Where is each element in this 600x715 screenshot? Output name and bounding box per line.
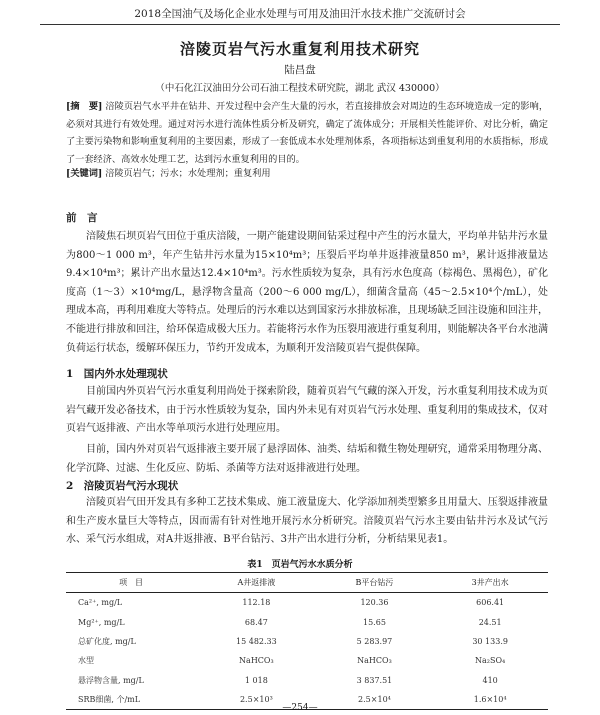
table-caption: 表1 页岩气污水水质分析 [247, 560, 353, 570]
table-cell: 2.5×10³ [196, 690, 317, 710]
section1-heading: 1 国内外水处理现状 [66, 368, 168, 380]
paper-title: 涪陵页岩气污水重复利用技术研究 [179, 40, 420, 58]
table-cell: 15.65 [363, 617, 386, 627]
table-cell: 112.18 [242, 598, 271, 608]
table-row [66, 612, 548, 631]
author: 陆昌盘 [284, 64, 316, 76]
section1-paragraph-1: 目前国内外页岩气污水重复利用尚处于探索阶段，随着页岩气气藏的深入开发，污水重复利用技术成为页岩气藏开发必备技术，由于污水性质较为复杂，国内外未见有对页岩气污水处理、重复利用的集成技术，仅对页岩气返排液、产出水等单项污水进行处理应用。 [66, 386, 548, 435]
abstract [66, 98, 548, 168]
table-cell: SRB细菌, 个/mL [66, 690, 196, 710]
table-row [66, 593, 548, 613]
table-row [66, 671, 548, 690]
table-cell: 120.36 [360, 598, 389, 608]
table-cell: 606.41 [476, 598, 505, 608]
table-cell: 总矿化度, mg/L [78, 636, 136, 646]
table-cell: 68.47 [244, 617, 268, 627]
keywords-label: [关键词] [66, 168, 103, 179]
table-cell: 水型 [78, 656, 94, 666]
table-cell: 24.51 [478, 617, 502, 627]
running-header: 2018全国油气及场化企业水处理与可用及油田汗水技术推广交流研讨会 [40, 6, 560, 25]
section2-paragraph-1: 涪陵页岩气田开发具有多种工艺技术集成、施工液量庞大、化学添加剂类型繁多且用量大、压裂返排液量和生产废水量巨大等特点，因而需有针对性地开展污水分析研究。涪陵页岩气污水主要由钻井污水及试气污水、采气污水组成，对A井返排液、B平台钻污、3井产出水进行分析，分析结果见表1。 [66, 497, 548, 546]
affiliation: （中石化江汉油田分公司石油工程技术研究院，湖北 武汉 430000） [155, 83, 445, 94]
table-cell: Na₂SO₄ [475, 656, 506, 666]
table-cell: 410 [482, 675, 498, 685]
keywords-text: 涪陵页岩气；污水；水处理剂；重复利用 [105, 168, 271, 179]
table-row [66, 651, 548, 670]
section1-paragraph-2: 目前，国内外对页岩气返排液主要开展了悬浮固体、油类、结垢和微生物处理研究，通常采用物理分离、化学沉降、过滤、生化反应、防垢、杀菌等方法对返排液进行处理。 [66, 444, 548, 474]
table-cell: Ca²⁺, mg/L [78, 598, 123, 608]
keywords [66, 165, 548, 179]
table-cell: 3 837.51 [356, 675, 393, 685]
table-cell: Mg²⁺, mg/L [78, 617, 125, 627]
page-number: —254— [282, 703, 318, 713]
table-cell: 悬浮物含量, mg/L [78, 675, 144, 685]
table-header-cell: B平台钻污 [317, 573, 433, 593]
table-cell: 1.6×10⁴ [432, 690, 548, 710]
table-header-row [66, 573, 548, 593]
table-row [66, 632, 548, 651]
abstract-text: 涪陵页岩气水平井在钻井、开发过程中会产生大量的污水，若直接排放会对周边的生态环境造成一定的影响，必须对其进行有效处理。通过对污水进行流体性质分析及研究，确定了流体成分；开展相关性能评价、对比分析，确定了主要污染物和影响重复利用的主要因素，形成了一套低成本水处理剂体系，各项指标达到重复利用的水质指标，形成了一套经济、高效水处理工艺，达到污水重复利用的目的。 [66, 101, 549, 165]
table-header-cell: 项 目 [66, 573, 196, 593]
table-cell: 5 283.97 [356, 636, 393, 646]
table-cell: 2.5×10⁴ [317, 690, 433, 710]
table-cell: NaHCO₃ [239, 656, 274, 666]
abstract-label: [摘 要] [66, 101, 103, 112]
table-cell: NaHCO₃ [357, 656, 392, 666]
table-cell: 30 133.9 [472, 636, 508, 646]
preface-paragraph: 涪陵焦石坝页岩气田位于重庆涪陵，一期产能建设期间钻采过程中产生的污水量大，平均单井钻井污水量为800～1 000 m³，年产生钻井污水量为15×10⁴m³；压裂后平均单井返排液量850 m³，累计返排液量达9.4×10⁴m³；累计产出水量达12.4×10⁴m³。污水性质较为复杂，具有污水色度高（棕褐色、黑褐色），矿化度高（1～3）×10⁴mg/L，悬浮物含量高（200～6 000 mg/L），细菌含量高（45～2.5×10⁴个/mL），处理成本高，再利用难度大等特点。处理后的污水难以达到国家污水排放标准，且现场缺乏回注设施和回注井，不能进行排放和回注，给环保造成极大压力。若能将污水作为压裂用液进行重复利用，则能解决各平台水池满负荷运行状态，缓解环保压力，节约开发成本，为顺利开发涪陵页岩气提供保障。 [66, 231, 548, 354]
table-cell: 15 482.33 [236, 636, 277, 646]
table-header-cell: 3井产出水 [432, 573, 548, 593]
water-quality-table [66, 572, 548, 710]
preface-heading: 前 言 [66, 212, 98, 224]
table-cell: 1 018 [244, 675, 268, 685]
section2-heading: 2 涪陵页岩气污水现状 [66, 480, 179, 492]
table-header-cell: A井返排液 [196, 573, 317, 593]
